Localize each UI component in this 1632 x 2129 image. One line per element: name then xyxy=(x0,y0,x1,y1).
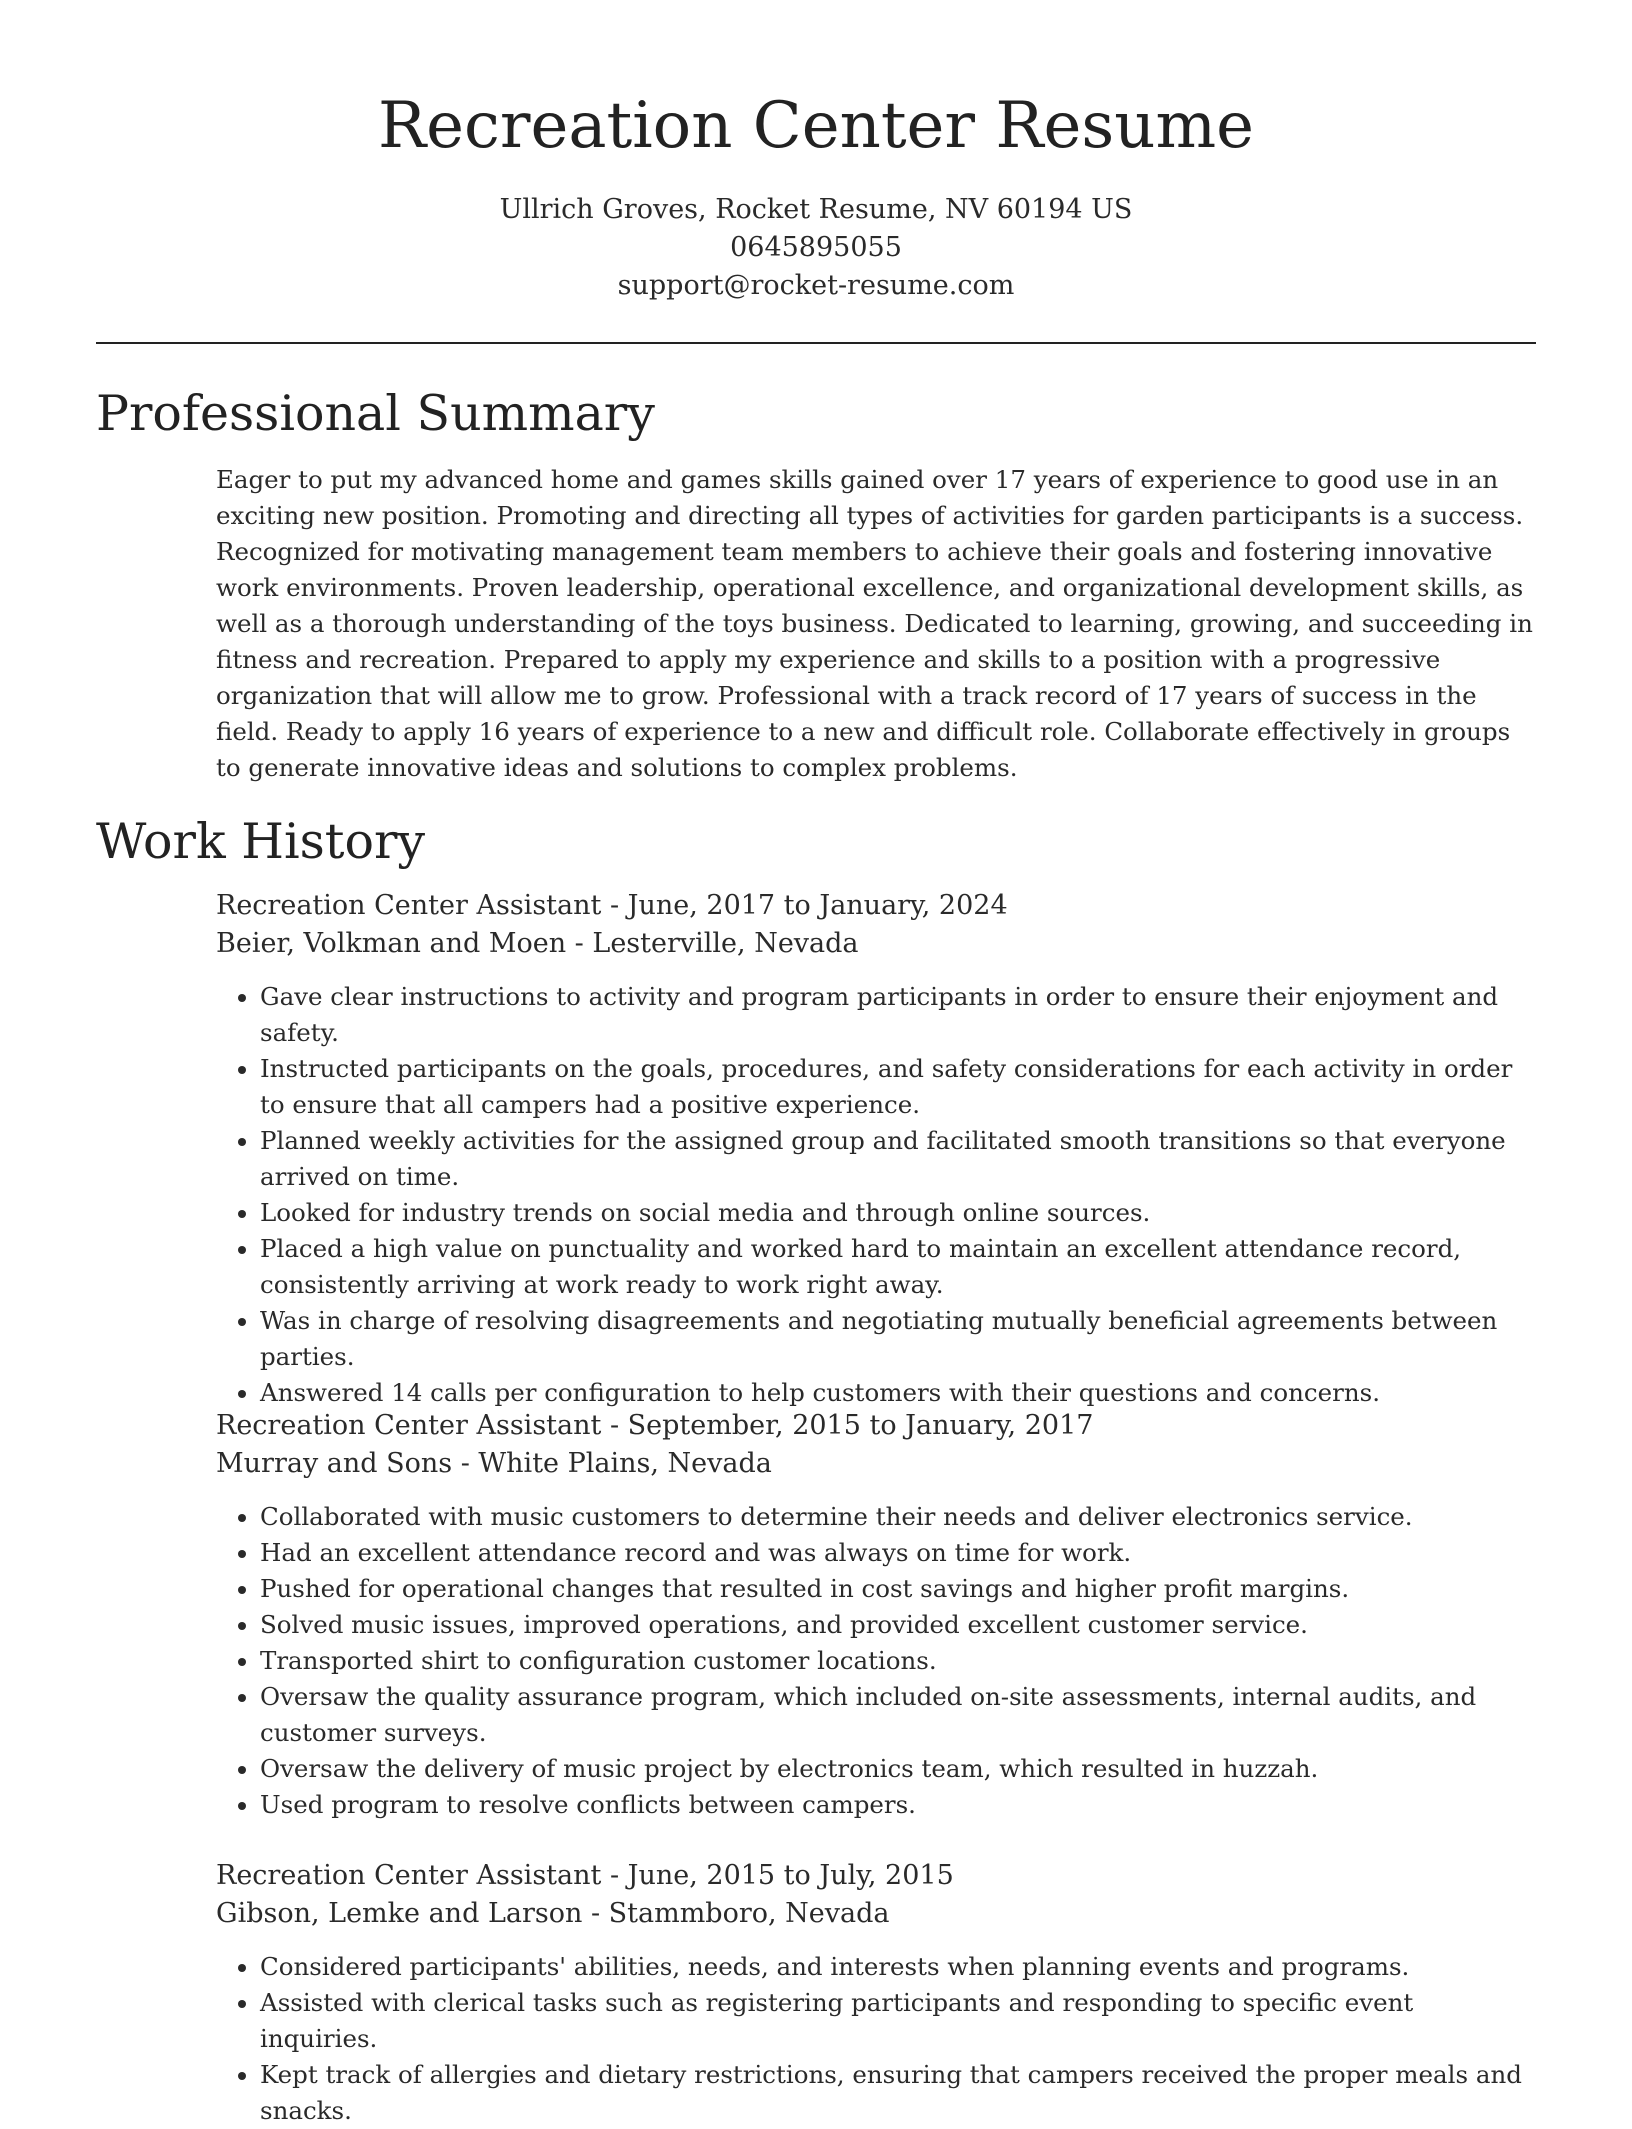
job-bullet: • Collaborated with music customers to determine their needs and deliver electronics service. xyxy=(260,1499,1538,1535)
job-bullet: • Had an excellent attendance record and was always on time for work. xyxy=(260,1535,1538,1571)
contact-email: support@rocket-resume.com xyxy=(617,270,1015,301)
job-bullet: • Pushed for operational changes that resulted in cost savings and higher profit margins. xyxy=(260,1571,1538,1607)
job-company-line: Beier, Volkman and Moen - Lesterville, Nevada xyxy=(216,928,859,959)
job-bullet: • Assisted with clerical tasks such as registering participants and responding to specific event inquiries. xyxy=(260,1985,1538,2057)
job-bullet: • Gave clear instructions to activity and program participants in order to ensure their enjoyment and safety. xyxy=(260,979,1538,1051)
job-company-line: Murray and Sons - White Plains, Nevada xyxy=(216,1448,772,1479)
resume-title: Recreation Center Resume xyxy=(377,89,1255,163)
job-bullet: • Was in charge of resolving disagreements and negotiating mutually beneficial agreements between parties. xyxy=(260,1303,1538,1375)
job-bullet: • Answered 14 calls per configuration to help customers with their questions and concerns. xyxy=(260,1375,1538,1411)
job-bullet: • Kept track of allergies and dietary restrictions, ensuring that campers received the proper meals and snacks. xyxy=(260,2057,1538,2129)
job-bullet-list xyxy=(216,1499,1538,1823)
job-entry xyxy=(216,1857,1538,2129)
job-bullet: • Placed a high value on punctuality and worked hard to maintain an excellent attendance record, consistently arriving at work ready to work right away. xyxy=(260,1231,1538,1303)
work-history-heading: Work History xyxy=(96,813,426,870)
job-bullet-list xyxy=(216,979,1538,1411)
contact-address: Ullrich Groves, Rocket Resume, NV 60194 US xyxy=(499,194,1133,225)
job-company-line: Gibson, Lemke and Larson - Stammboro, Nevada xyxy=(216,1898,890,1929)
job-entry xyxy=(216,1407,1538,1823)
job-title-line: Recreation Center Assistant - June, 2015 to July, 2015 xyxy=(216,1860,954,1891)
professional-summary-heading: Professional Summary xyxy=(96,385,655,442)
contact-phone: 0645895055 xyxy=(730,232,902,263)
job-bullet-list xyxy=(216,1949,1538,2129)
job-bullet: • Instructed participants on the goals, procedures, and safety considerations for each activity in order to ensure that all campers had a positive experience. xyxy=(260,1051,1538,1123)
job-bullet: • Solved music issues, improved operations, and provided excellent customer service. xyxy=(260,1607,1538,1643)
job-bullet: • Looked for industry trends on social media and through online sources. xyxy=(260,1195,1538,1231)
job-bullet: • Oversaw the quality assurance program, which included on-site assessments, internal audits, and customer surveys. xyxy=(260,1679,1538,1751)
job-entry xyxy=(216,887,1538,1411)
job-title-line: Recreation Center Assistant - September, 2015 to January, 2017 xyxy=(216,1410,1094,1441)
professional-summary-text: Eager to put my advanced home and games skills gained over 17 years of experience to good use in an exciting new position. Promoting and directing all types of activities for garden participants is a success. Recognized for motivating management team members to achieve their goals and fostering innovative work environments. Proven leadership, operational excellence, and organizational development skills, as well as a thorough understanding of the toys business. Dedicated to learning, growing, and succeeding in fitness and recreation. Prepared to apply my experience and skills to a position with a progressive organization that will allow me to grow. Professional with a track record of 17 years of success in the field. Ready to apply 16 years of experience to a new and difficult role. Collaborate effectively in groups to generate innovative ideas and solutions to complex problems. xyxy=(216,465,1533,782)
job-bullet: • Planned weekly activities for the assigned group and facilitated smooth transitions so that everyone arrived on time. xyxy=(260,1123,1538,1195)
job-title-line: Recreation Center Assistant - June, 2017 to January, 2024 xyxy=(216,890,1008,921)
header-divider xyxy=(96,342,1536,344)
job-bullet: • Transported shirt to configuration customer locations. xyxy=(260,1643,1538,1679)
job-bullet: • Considered participants' abilities, needs, and interests when planning events and programs. xyxy=(260,1949,1538,1985)
job-bullet: • Used program to resolve conflicts between campers. xyxy=(260,1787,1538,1823)
job-bullet: • Oversaw the delivery of music project by electronics team, which resulted in huzzah. xyxy=(260,1751,1538,1787)
